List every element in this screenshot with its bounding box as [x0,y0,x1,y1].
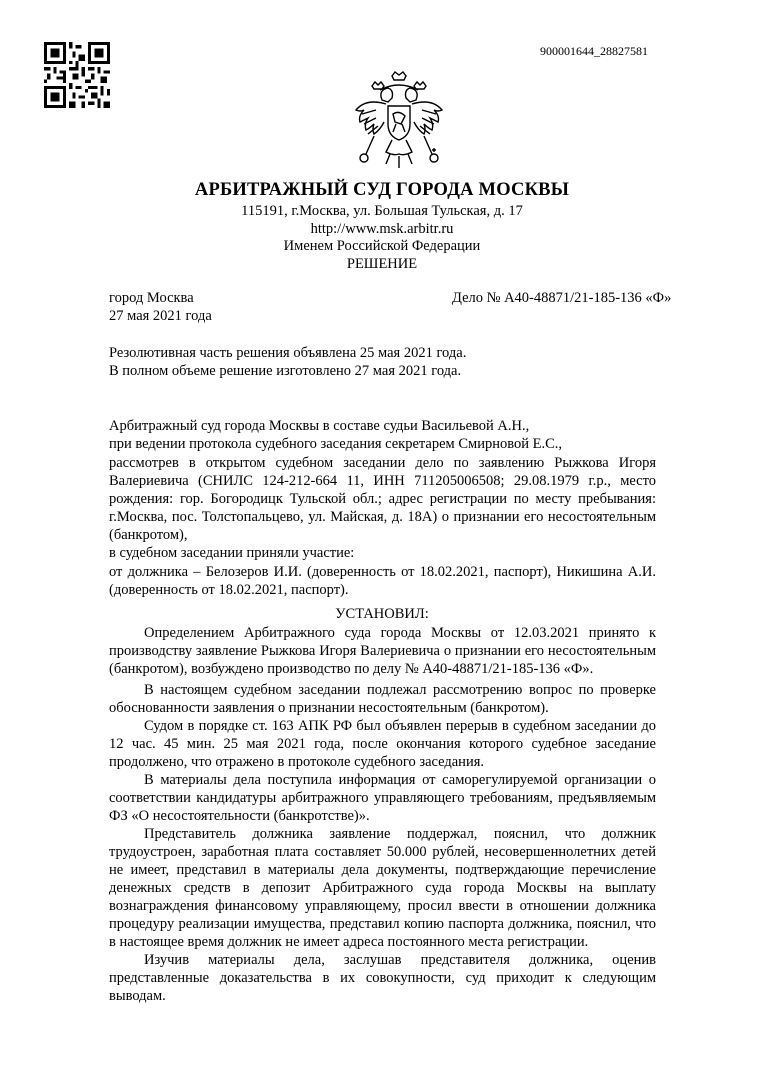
court-address: 115191, г.Москва, ул. Большая Тульская, д. 17 [241,203,523,219]
established-heading: УСТАНОВИЛ: [335,606,429,622]
in-name-of: Именем Российской Федерации [283,238,481,254]
qr-code-icon [44,42,110,108]
court-website[interactable]: http://www.msk.arbitr.ru [310,221,454,237]
paragraph-1: Определением Арбитражного суда города Москвы от 12.03.2021 принято к производству заявление Рыжкова Игоря Валериевича о признании его несостоятельным (банкротом), возбуждено производство по делу № А40-48871/21-185-136 «Ф». [109,625,656,677]
paragraph-3: Судом в порядке ст. 163 АПК РФ был объявлен перерыв в судебном заседании до 12 час. 45 мин. 25 мая 2021 года, после окончания которого судебное заседание продолжено, что отражено в протоколе судебного заседания. [109,718,656,770]
paragraph-4: В материалы дела поступила информация от саморегулируемой организации о соответствии кандидатуры арбитражного управляющего требованиям, предъявляемым ФЗ «О несостоятельности (банкротстве)». [109,772,656,824]
russian-coat-of-arms-icon [352,70,446,172]
decision-date: 27 мая 2021 года [109,308,212,324]
city: город Москва [109,290,194,306]
document-type: РЕШЕНИЕ [346,256,418,272]
resolution-full: В полном объеме решение изготовлено 27 мая 2021 года. [109,363,462,379]
case-number: Дело № А40-48871/21-185-136 «Ф» [452,290,672,306]
document-id: 900001644_28827581 [540,44,648,58]
participants-heading: в судебном заседании приняли участие: [109,545,355,561]
court-name: АРБИТРАЖНЫЙ СУД ГОРОДА МОСКВЫ [194,180,570,200]
paragraph-2: В настоящем судебном заседании подлежал рассмотрению вопрос по проверке обоснованности заявления о признании несостоятельным (банкротом). [109,682,656,716]
participants-paragraph: от должника – Белозеров И.И. (доверенность от 18.02.2021, паспорт), Никишина А.И. (доверенность от 18.02.2021, паспорт). [109,564,656,598]
paragraph-5: Представитель должника заявление поддержал, пояснил, что должник трудоустроен, заработная плата составляет 50.000 рублей, несовершеннолетних детей не имеет, представил в материалы дела документы, подтверждающие перечисление денежных средств в депозит Арбитражного суда города Москвы на выплату вознаграждения финансовому управляющему, просил ввести в отношении должника процедуру реализации имущества, представил копию паспорта должника, пояснил, что в настоящее время должник не имеет адреса постоянного места регистрации. [109,826,656,950]
court-composition: Арбитражный суд города Москвы в составе судьи Васильевой А.Н., [109,418,530,434]
resolution-announced: Резолютивная часть решения объявлена 25 мая 2021 года. [109,345,467,361]
court-secretary: при ведении протокола судебного заседания секретарем Смирновой Е.С., [109,436,563,452]
paragraph-6: Изучив материалы дела, заслушав представителя должника, оценив представленные доказательства в их совокупности, суд приходит к следующим выводам. [109,952,656,1004]
case-subject-paragraph: рассмотрев в открытом судебном заседании дело по заявлению Рыжкова Игоря Валериевича (СНИЛС 124-212-664 11, ИНН 711205006508; 29.08.1979 г.р., место рождения: гор. Богородицк Тульской обл.; адрес регистрации по месту пребывания: г.Москва, пос. Толстопальцево, ул. Майская, д. 18А) о признании его несостоятельным (банкротом), [109,455,656,543]
